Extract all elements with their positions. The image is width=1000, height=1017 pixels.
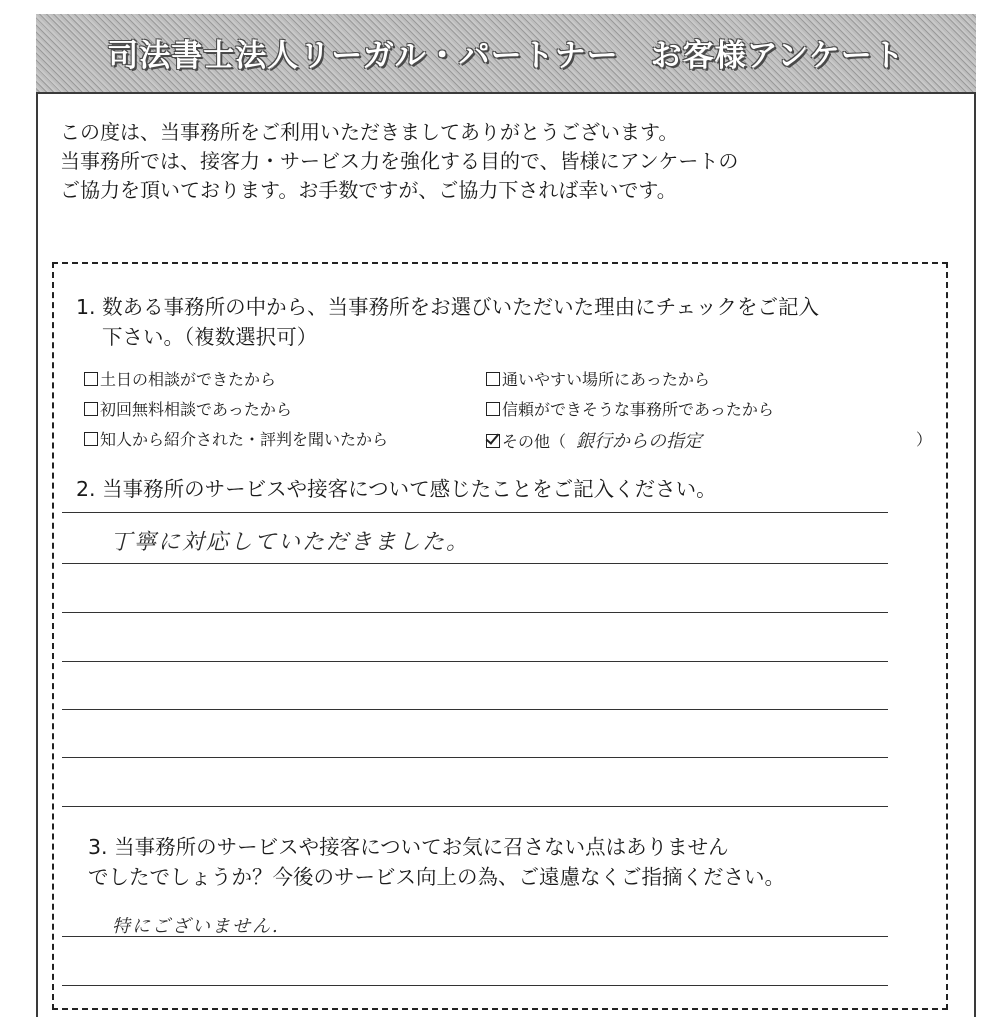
option-trust[interactable] xyxy=(486,397,774,420)
question-3-text-cont: でしたでしょうか？今後のサービス向上の為、ご遠慮なくご指摘ください。 xyxy=(88,865,785,889)
intro-text xyxy=(60,118,940,205)
answer-line xyxy=(62,757,888,758)
option-label: 信頼ができそうな事務所であったから xyxy=(502,400,774,419)
answer-line xyxy=(62,985,888,986)
question-1-text-cont: 下さい。（複数選択可） xyxy=(102,325,318,349)
question-1 xyxy=(76,292,946,352)
checkbox-icon[interactable] xyxy=(486,372,500,386)
answer-line xyxy=(62,563,888,564)
other-answer-handwritten: 銀行からの指定 xyxy=(576,431,703,452)
survey-title: 司法書士法人リーガル・パートナー お客様アンケート xyxy=(107,38,905,74)
checked-checkbox-icon[interactable] xyxy=(486,434,500,448)
intro-line-2: 当事務所では、接客力・サービス力を強化する目的で、皆様にアンケートの xyxy=(60,149,739,173)
other-close-paren: ） xyxy=(916,430,933,449)
option-other[interactable] xyxy=(486,427,702,453)
question-2-answer-handwritten: 丁寧に対応していただきました。 xyxy=(110,530,471,555)
answer-line xyxy=(62,512,888,513)
option-label: 通いやすい場所にあったから xyxy=(502,370,710,389)
answer-line xyxy=(62,612,888,613)
checkbox-icon[interactable] xyxy=(486,402,500,416)
option-location[interactable] xyxy=(486,367,710,390)
option-free-consult[interactable] xyxy=(84,397,292,420)
checkbox-icon[interactable] xyxy=(84,432,98,446)
answer-line xyxy=(62,806,888,807)
intro-line-1: この度は、当事務所をご利用いただきましてありがとうございます。 xyxy=(60,120,679,144)
answer-line xyxy=(62,936,888,937)
question-3-text: 3. 当事務所のサービスや接客についてお気に召さない点はありません xyxy=(88,835,729,859)
checkbox-icon[interactable] xyxy=(84,402,98,416)
option-referral[interactable] xyxy=(84,427,388,450)
option-label: その他（ xyxy=(502,432,567,451)
intro-line-3: ご協力を頂いております。お手数ですが、ご協力下されば幸いです。 xyxy=(60,178,677,202)
option-weekend[interactable] xyxy=(84,367,276,390)
checkbox-icon[interactable] xyxy=(84,372,98,386)
question-3-answer-handwritten: 特にございません. xyxy=(112,916,280,937)
answer-line xyxy=(62,661,888,662)
question-2-text: 2. 当事務所のサービスや接客について感じたことをご記入ください。 xyxy=(76,477,717,501)
answer-line xyxy=(62,709,888,710)
question-3 xyxy=(88,832,928,892)
option-label: 知人から紹介された・評判を聞いたから xyxy=(100,430,389,449)
question-1-text: 1. 数ある事務所の中から、当事務所をお選びいただいた理由にチェックをご記入 xyxy=(76,295,819,319)
option-label: 土日の相談ができたから xyxy=(100,370,277,389)
option-label: 初回無料相談であったから xyxy=(100,400,292,419)
